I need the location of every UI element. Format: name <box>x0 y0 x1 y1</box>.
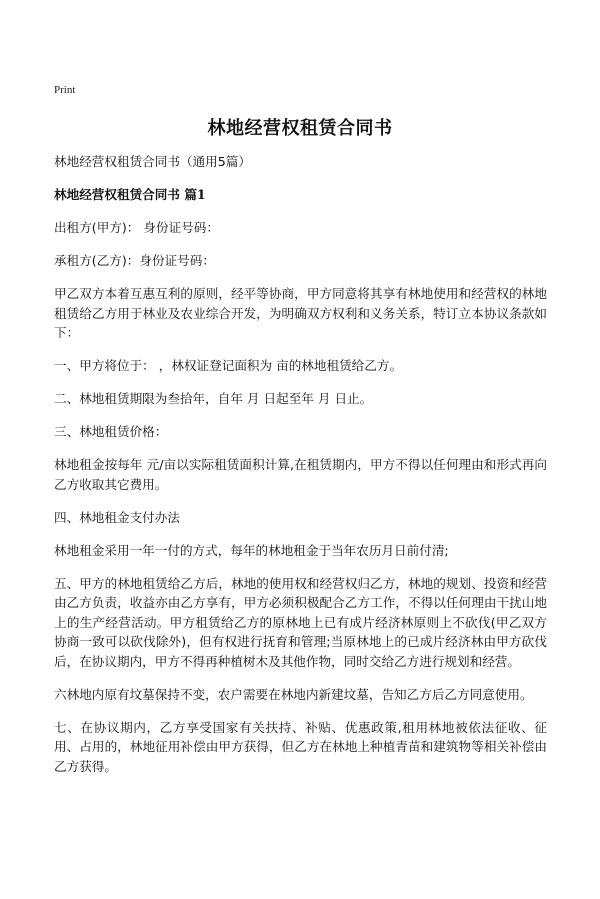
clause-7: 七、在协议期内，乙方享受国家有关扶持、补贴、优惠政策,租用林地被依法征收、征用、占用的，林地征用补偿由甲方获得，但乙方在林地上种植青苗和建筑物等相关补偿由乙方获得。 <box>54 719 547 774</box>
document-subtitle: 林地经营权租赁合同书（通用5篇） <box>54 154 251 169</box>
clause-4-body: 林地租金采用一年一付的方式，每年的林地租金于当年农历月日前付清; <box>54 542 449 558</box>
clause-2: 二、林地租赁期限为叁拾年，自年 月 日起至年 月 日止。 <box>54 391 373 406</box>
clause-1: 一、甲方将位于： ，林权证登记面积为 亩的林地租赁给乙方。 <box>54 358 403 373</box>
document-body <box>54 152 547 790</box>
paragraph-preamble: 甲乙双方本着互惠互利的原则，经平等协商，甲方同意将其享有林地使用和经营权的林地租赁给乙方用于林业及农业综合开发，为明确双方权利和义务关系，特订立本协议条款如下： <box>54 286 547 340</box>
print-label: Print <box>54 84 76 96</box>
paragraph-lessee: 承租方(乙方)：身份证号码： <box>54 253 215 268</box>
section-heading: 林地经营权租赁合同书 篇1 <box>54 187 206 202</box>
clause-4-heading: 四、林地租金支付办法 <box>54 509 180 525</box>
clause-6: 六林地内原有坟墓保持不变，农户需要在林地内新建坟墓，告知乙方后乙方同意使用。 <box>54 686 533 702</box>
clause-3-heading: 三、林地租赁价格： <box>54 424 168 439</box>
clause-5: 五、甲方的林地租赁给乙方后，林地的使用权和经营权归乙方，林地的规划、投资和经营由乙方负责，收益亦由乙方享有，甲方必须积极配合乙方工作，不得以任何理由干扰山地上的生产经营活动。甲方租赁给乙方的原林地上已有成片经济林原则上不砍伐(甲乙双方协商一致可以砍伐除外)，但有权进行抚育和管理;当原林地上的已成片经济林由甲方砍伐后，在协议期内，甲方不得再种植树木及其他作物，同时交给乙方进行规划和经营。 <box>54 575 547 669</box>
paragraph-lessor: 出租方(甲方)： 身份证号码： <box>54 220 219 235</box>
document-title: 林地经营权租赁合同书 <box>207 118 393 139</box>
clause-3-body: 林地租金按每年 元/亩以实际租赁面积计算,在租赁期内，甲方不得以任何理由和形式再向乙方收取其它费用。 <box>54 457 547 492</box>
